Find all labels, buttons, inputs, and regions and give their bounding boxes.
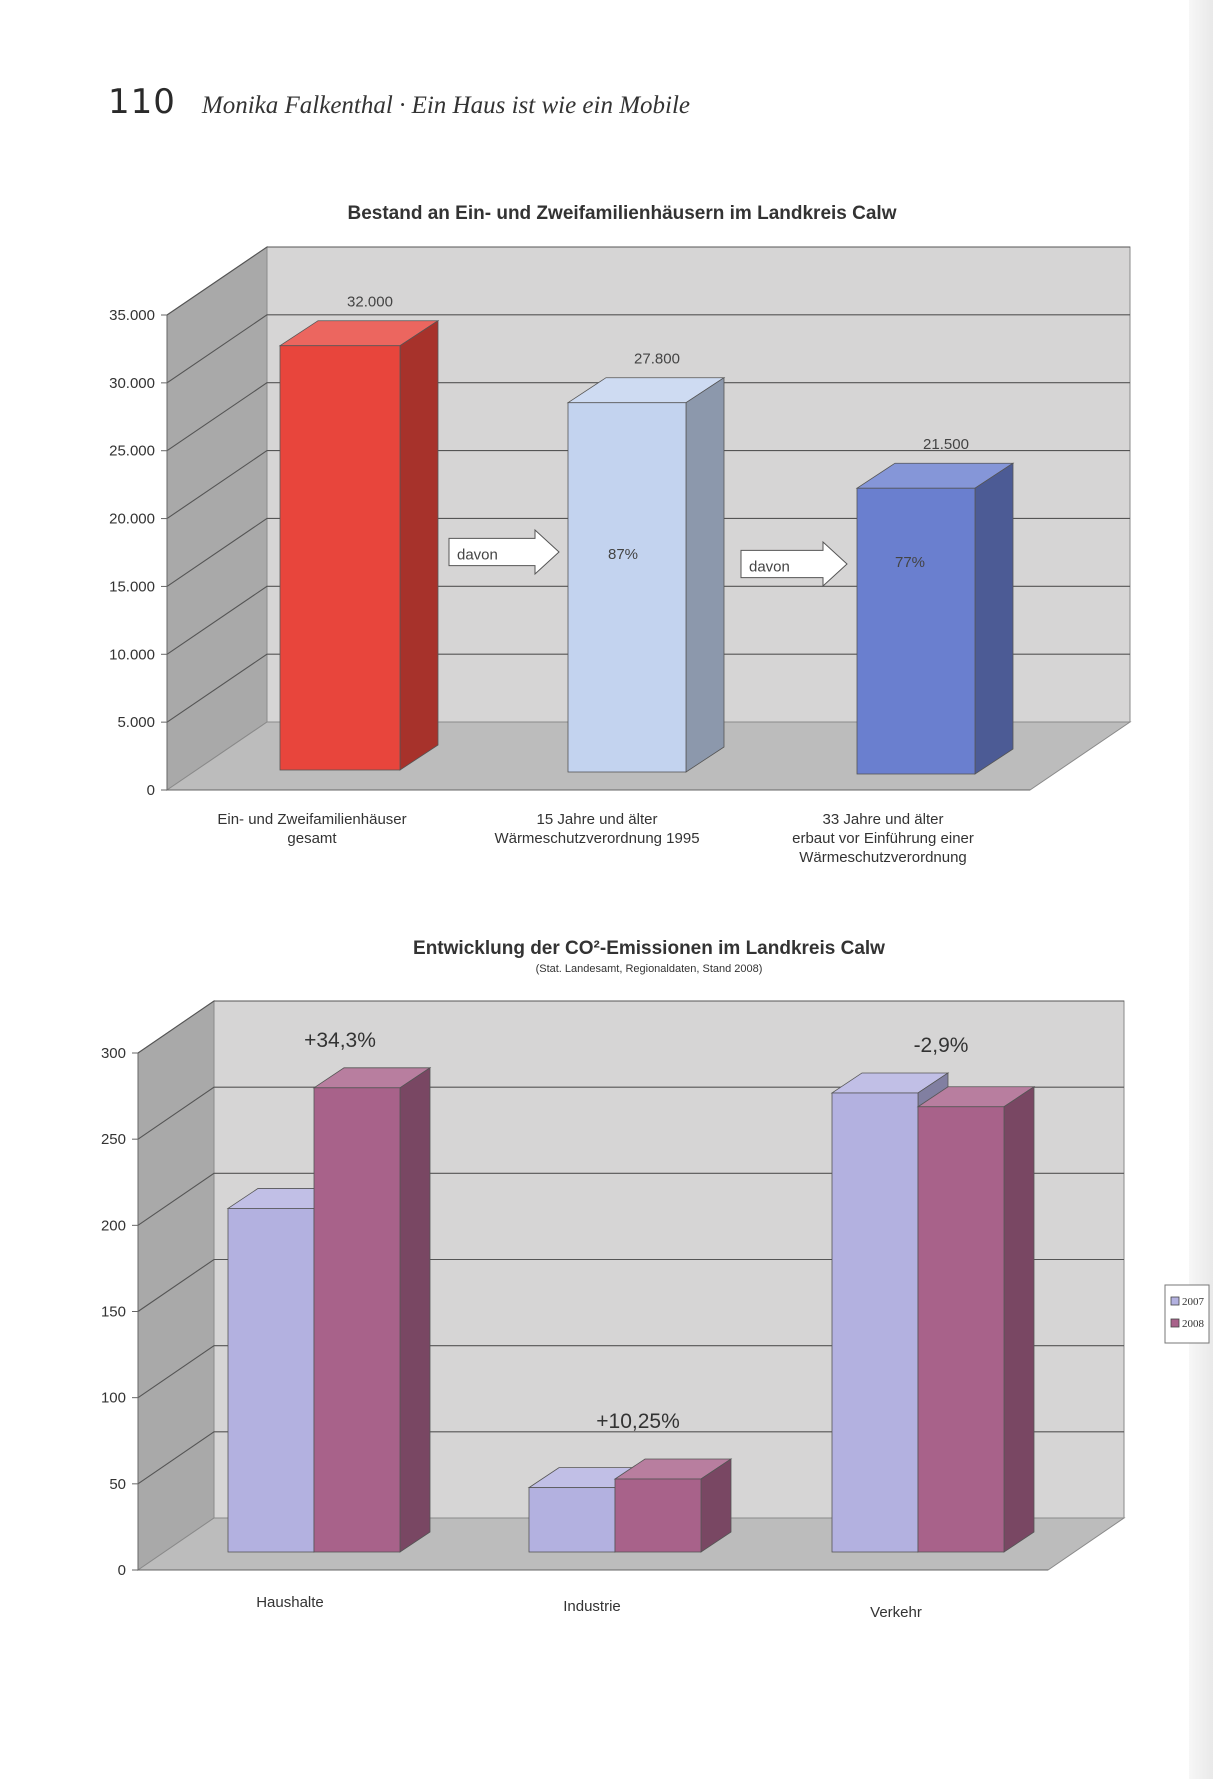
y-tick-label: 20.000 — [109, 510, 155, 528]
y-tick-label: 200 — [100, 1217, 126, 1235]
y-tick-label: 25.000 — [109, 442, 155, 460]
bar-2007-0-front — [228, 1208, 314, 1552]
category-label: Wärmeschutzverordnung — [799, 849, 967, 866]
category-label: 33 Jahre und älter — [822, 811, 944, 828]
legend-box — [1165, 1285, 1209, 1343]
bar-1 — [568, 378, 724, 772]
bar-2008-0-side — [400, 1068, 430, 1552]
category-label: Haushalte — [256, 1594, 324, 1611]
category-label: Industrie — [563, 1598, 621, 1615]
bar-value-label: 27.800 — [634, 350, 680, 368]
bar-2008-0 — [314, 1068, 430, 1552]
y-tick-label: 300 — [100, 1045, 126, 1062]
davon-arrow-label: davon — [457, 546, 498, 564]
housing-stock-chart — [0, 190, 1213, 890]
bar-2008-2 — [918, 1087, 1034, 1552]
change-label: +10,25% — [596, 1410, 680, 1433]
change-label: -2,9% — [913, 1034, 969, 1057]
davon-arrow-label: davon — [749, 558, 790, 576]
y-tick-label: 50 — [109, 1475, 126, 1493]
co2-emissions-chart — [0, 925, 1213, 1625]
bar-1-front — [568, 403, 686, 772]
bar-2008-2-side — [1004, 1087, 1034, 1552]
percent-label: 87% — [607, 546, 639, 563]
bar-2008-2-front — [918, 1107, 1004, 1552]
bar-1-side — [686, 378, 724, 772]
bar-2008-1-front — [615, 1479, 701, 1552]
bar-2007-1-front — [529, 1488, 615, 1552]
y-tick-label: 100 — [100, 1389, 126, 1407]
co2-emissions-chart-svg — [0, 925, 1213, 1625]
y-tick-label: 35.000 — [109, 307, 155, 324]
legend-swatch — [1171, 1319, 1179, 1327]
page-header — [108, 82, 690, 132]
legend — [1165, 1285, 1209, 1343]
category-label: Verkehr — [870, 1604, 922, 1621]
y-tick-label: 15.000 — [109, 578, 155, 596]
bar-0-side — [400, 321, 438, 770]
bar-2008-0-front — [314, 1088, 400, 1552]
category-label: gesamt — [287, 830, 337, 847]
bar-value-label: 32.000 — [347, 293, 393, 311]
chart-subtitle: (Stat. Landesamt, Regionaldaten, Stand 2008) — [535, 963, 763, 975]
y-tick-label: 250 — [100, 1131, 126, 1149]
legend-label: 2007 — [1182, 1296, 1204, 1308]
y-tick-label: 150 — [100, 1303, 126, 1321]
y-tick-label: 0 — [117, 1562, 126, 1579]
change-label: +34,3% — [304, 1029, 376, 1052]
bar-0 — [280, 321, 438, 770]
running-title: Monika Falkenthal · Ein Haus ist wie ein Mobile — [201, 92, 691, 119]
side-wall — [167, 247, 267, 790]
category-label: erbaut vor Einführung einer — [792, 830, 974, 847]
y-tick-label: 5.000 — [117, 714, 155, 732]
housing-stock-chart-svg — [0, 190, 1213, 890]
bar-0-front — [280, 346, 400, 770]
y-tick-label: 30.000 — [109, 374, 155, 392]
category-label: Ein- und Zweifamilienhäuser — [217, 811, 407, 828]
bar-value-label: 21.500 — [923, 436, 969, 454]
bar-2-front — [857, 488, 975, 774]
page-number: 110 — [108, 82, 176, 122]
y-tick-label: 0 — [146, 782, 155, 799]
bar-2007-2-front — [832, 1093, 918, 1552]
legend-label: 2008 — [1182, 1318, 1204, 1330]
bar-2 — [857, 463, 1013, 774]
percent-label: 77% — [894, 554, 926, 571]
bar-2008-1 — [615, 1459, 731, 1552]
bar-2-side — [975, 463, 1013, 774]
chart-title: Entwicklung der CO²-Emissionen im Landkreis Calw — [413, 938, 885, 959]
chart-title: Bestand an Ein- und Zweifamilienhäusern im Landkreis Calw — [347, 203, 897, 224]
legend-swatch — [1171, 1297, 1179, 1305]
category-label: Wärmeschutzverordnung 1995 — [494, 830, 700, 847]
y-tick-label: 10.000 — [109, 646, 155, 664]
category-label: 15 Jahre und älter — [536, 811, 658, 828]
